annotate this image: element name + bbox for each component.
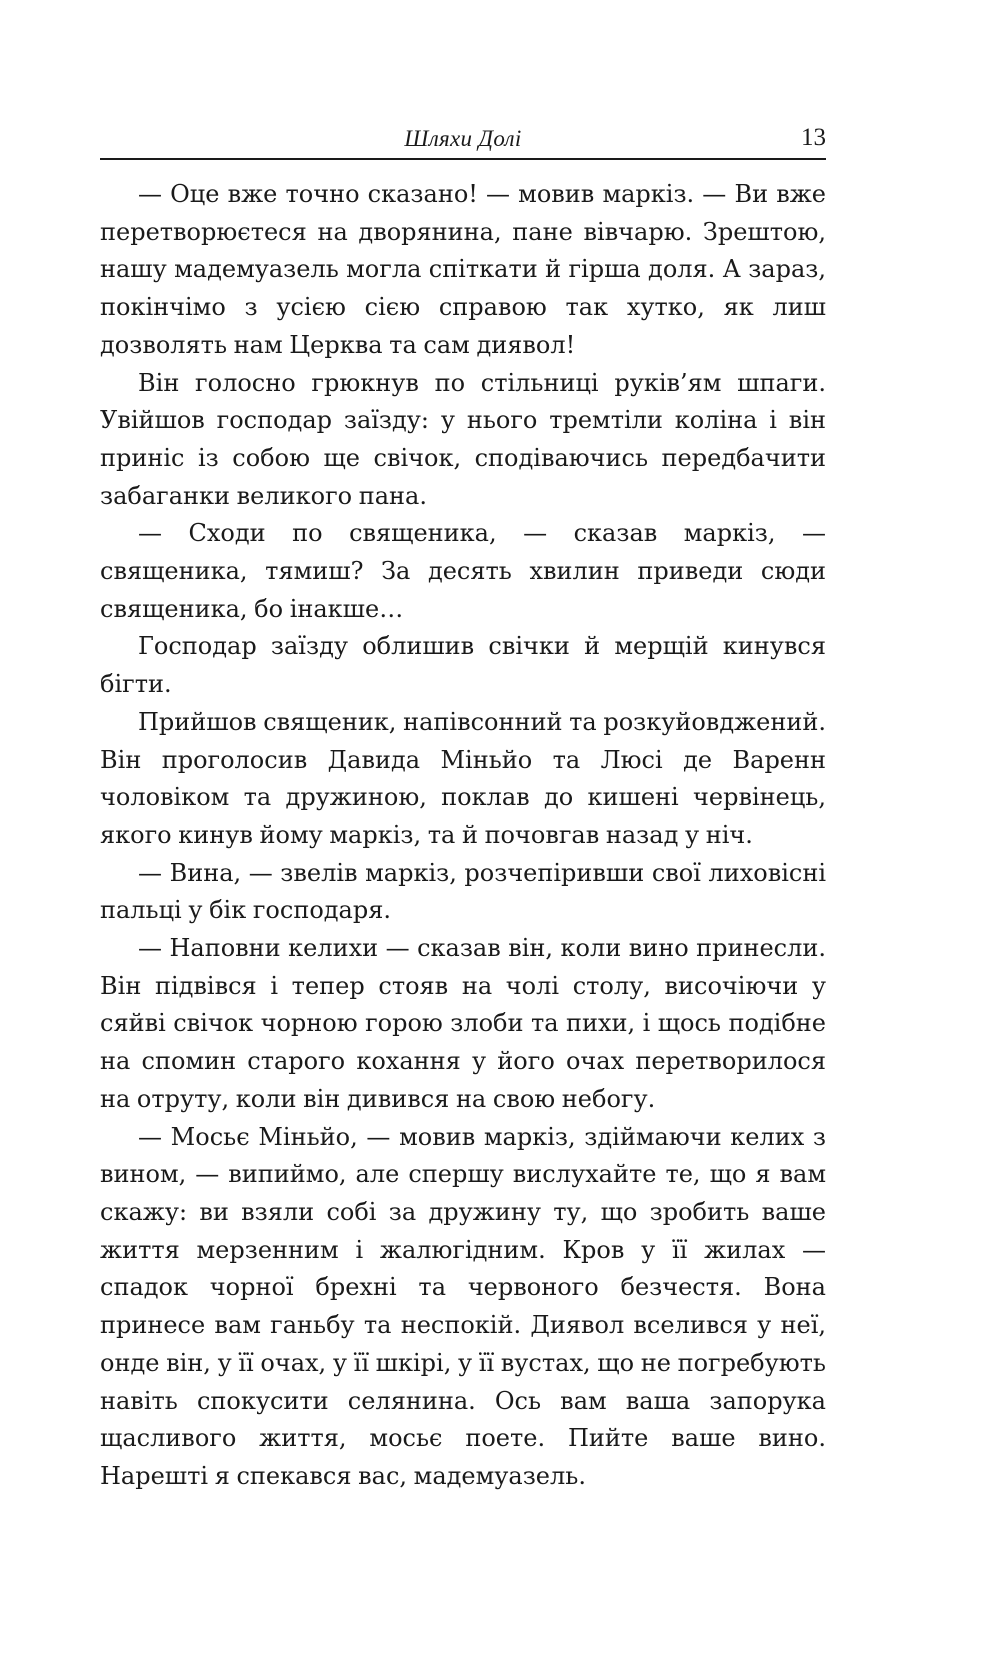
- paragraph: — Мосьє Міньйо, — мовив маркіз, здіймаючи келих з вином, — випиймо, але спершу вислухайте те, що я вам скажу: ви взяли собі за дружину ту, що зробить ваше життя мерзенним і жалюгідним. Кров у її жилах — спадок чорної брехні та червоного безчестя. Вона принесе вам ганьбу та неспокій. Диявол вселився у неї, онде він, у її очах, у її шкірі, у її вустах, що не погребують навіть спокусити селянина. Ось вам ваша запорука щасливого життя, мосьє поете. Пийте ваше вино. Нарешті я спекався вас, мадемуазель.: [100, 1122, 826, 1490]
- paragraph: Прийшов священик, напівсонний та розкуйовджений. Він проголосив Давида Міньйо та Люсі де Варенн чоловіком та дружиною, поклав до кишені червінець, якого кинув йому маркіз, та й почовгав назад у ніч.: [100, 707, 826, 849]
- paragraph: — Наповни келихи — сказав він, коли вино принесли. Він підвівся і тепер стояв на чолі столу, височіючи у сяйві свічок чорною горою злоби та пихи, і щось подібне на спомин старого кохання у його очах перетворилося на отруту, коли він дивився на свою небогу.: [100, 934, 826, 1113]
- paragraph: — Сходи по священика, — сказав маркіз, — священика, тямиш? За десять хвилин приведи сюди священика, бо інакше…: [100, 519, 826, 623]
- paragraph: — Оце вже точно сказано! — мовив маркіз. — Ви вже перетворюєтеся на дворянина, пане вівчарю. Зрештою, нашу мадемуазель могла спіткати й гірша доля. А зараз, покінчімо з усією сією справою так хутко, як лиш дозволять нам Церква та сам диявол!: [100, 180, 826, 359]
- running-header: [100, 118, 826, 160]
- paragraph: Господар заїзду облишив свічки й мерщій кинувся бігти.: [100, 632, 826, 699]
- paragraph: — Вина, — звелів маркіз, розчепіривши свої лиховісні пальці у бік господаря.: [100, 858, 826, 925]
- paragraph: Він голосно грюкнув по стільниці руків’ям шпаги. Увійшов господар заїзду: у нього тремтіли коліна і він приніс із собою ще свічок, сподіваючись передбачити забаганки великого пана.: [100, 368, 826, 510]
- header-title: Шляхи Долі: [404, 126, 522, 151]
- page-number: 13: [801, 124, 826, 151]
- body-text: [100, 176, 826, 1496]
